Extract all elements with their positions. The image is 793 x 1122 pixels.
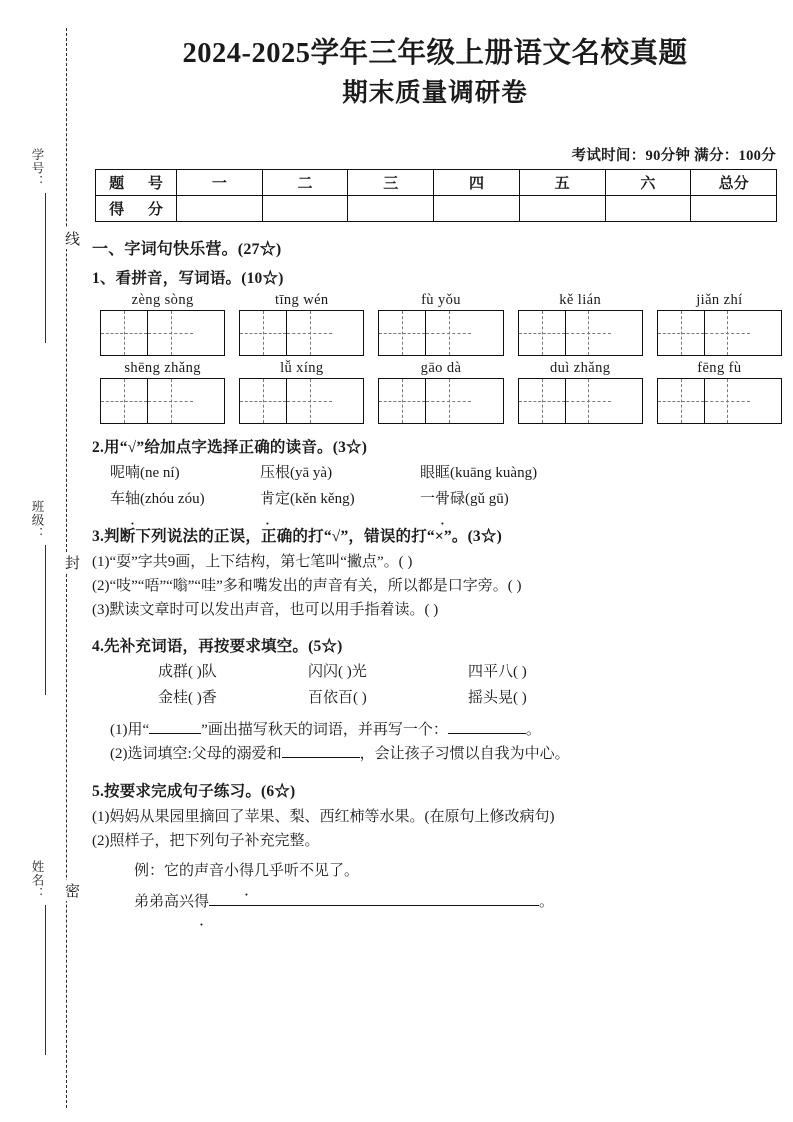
q4-idiom-4[interactable]: 金桂( )香	[158, 690, 217, 707]
dotted-char: 骨	[435, 490, 451, 507]
grid-cell[interactable]	[519, 311, 565, 355]
q2-options: (kěn kěng)	[290, 490, 355, 507]
table-row-question-numbers	[96, 170, 777, 196]
q3-statement-1[interactable]: (1)“耍”字共9画，上下结构，第七笔叫“撇点”。( )	[92, 553, 413, 570]
question-4-title: 4.先补充词语，再按要求填空。(5☆)	[92, 638, 343, 656]
score-cell-2[interactable]	[262, 196, 348, 222]
score-cell-3[interactable]	[348, 196, 434, 222]
q3-statement-3[interactable]: (3)默读文章时可以发出声音，也可以用手指着读。( )	[92, 602, 439, 619]
grid-cell[interactable]	[425, 311, 471, 355]
grid-cell[interactable]	[101, 379, 147, 423]
grid-cell[interactable]	[658, 379, 704, 423]
grid-group-1-5[interactable]	[657, 310, 782, 356]
grid-group-2-2[interactable]	[239, 378, 364, 424]
exam-content	[92, 236, 782, 914]
score-cell-4[interactable]	[434, 196, 520, 222]
student-id-label: 学号：	[30, 148, 44, 189]
grid-cell[interactable]	[704, 311, 750, 355]
q5-example	[92, 859, 782, 883]
pinyin-1-4: kě lián	[559, 292, 602, 308]
col-4: 四	[434, 170, 520, 196]
grid-group-2-5[interactable]	[657, 378, 782, 424]
question-5-title: 5.按要求完成句子练习。(6☆)	[92, 782, 296, 800]
student-id-rule	[45, 193, 46, 343]
writing-grid-row-1[interactable]	[92, 310, 782, 356]
score-cell-1[interactable]	[177, 196, 263, 222]
grid-group-1-3[interactable]	[378, 310, 503, 356]
dotted-char: 肯	[260, 490, 276, 507]
q2-rest: 定	[275, 490, 291, 507]
dotted-char: 呢	[110, 465, 126, 481]
col-total: 总分	[691, 170, 777, 196]
grid-group-1-4[interactable]	[518, 310, 643, 356]
q2-options: (yā yà)	[290, 465, 333, 481]
class-field[interactable]	[26, 500, 46, 695]
grid-cell[interactable]	[565, 311, 611, 355]
seal-char-feng: 封	[56, 552, 78, 573]
grid-cell[interactable]	[658, 311, 704, 355]
q2-item-2[interactable]	[260, 461, 420, 487]
title-line-2: 期末质量调研卷	[342, 77, 528, 107]
q2-item-5[interactable]	[260, 487, 420, 513]
seal-char-mi: 密	[56, 880, 78, 901]
q4-idiom-1[interactable]: 成群( )队	[158, 664, 217, 681]
question-3-title: 3.判断下列说法的正误，正确的打“√”，错误的打“×”。(3☆)	[92, 527, 502, 545]
pinyin-2-4: duì zhǎng	[550, 360, 611, 376]
grid-group-1-2[interactable]	[239, 310, 364, 356]
class-rule	[45, 545, 46, 695]
q2-item-6[interactable]	[420, 487, 509, 513]
col-5: 五	[519, 170, 605, 196]
grid-cell[interactable]	[379, 311, 425, 355]
grid-group-1-1[interactable]	[100, 310, 225, 356]
q2-options: (ne ní)	[140, 465, 180, 481]
dotted-char: 得	[194, 893, 210, 910]
grid-cell[interactable]	[240, 379, 286, 423]
q2-options: (kuāng kuàng)	[450, 465, 538, 481]
pinyin-2-2: lǚ xíng	[280, 360, 324, 376]
pinyin-row-2	[92, 360, 782, 377]
q5-answer-blank[interactable]	[209, 905, 539, 906]
grid-cell[interactable]	[101, 311, 147, 355]
q4-sub2-pre: (2)选词填空:父母的溺爱和	[110, 746, 282, 763]
score-cell-total[interactable]	[691, 196, 777, 222]
q5-sub-2[interactable]: (2)照样子，把下列句子补充完整。	[92, 832, 320, 849]
q4-idiom-3[interactable]: 四平八( )	[468, 664, 527, 681]
q2-pre: 车	[110, 490, 126, 507]
q4-sub2-end: ，会让孩子习惯以自我为中心。	[359, 746, 570, 763]
dotted-char: 眶	[435, 465, 451, 481]
class-label: 班级：	[30, 500, 44, 541]
student-id-field[interactable]	[26, 148, 46, 343]
row-label-question-no: 题 号	[96, 170, 177, 196]
q2-item-4[interactable]	[110, 487, 260, 513]
q4-idiom-6[interactable]: 摇头晃( )	[468, 690, 527, 707]
q5-answer[interactable]	[92, 890, 782, 914]
grid-cell[interactable]	[147, 379, 193, 423]
pinyin-2-5: fēng fù	[697, 360, 742, 376]
grid-group-2-1[interactable]	[100, 378, 225, 424]
grid-cell[interactable]	[286, 379, 332, 423]
q5-example-pre: 例：它的声音小	[134, 863, 240, 880]
q4-idiom-2[interactable]: 闪闪( )光	[308, 664, 367, 681]
pinyin-1-1: zèng sòng	[131, 292, 194, 308]
q2-row-2	[92, 487, 782, 513]
q5-example-post: 几乎听不见了。	[254, 863, 360, 880]
q2-item-1[interactable]	[110, 461, 260, 487]
page-title	[92, 36, 778, 109]
grid-cell[interactable]	[286, 311, 332, 355]
score-cell-5[interactable]	[519, 196, 605, 222]
q4-underline-marker[interactable]	[149, 733, 201, 734]
score-table	[95, 169, 777, 222]
q5-sub-1[interactable]: (1)妈妈从果园里摘回了苹果、梨、西红柿等水果。(在原句上修改病句)	[92, 808, 555, 825]
dotted-char: 得	[239, 863, 255, 880]
q4-idiom-row-1	[92, 660, 782, 686]
col-6: 六	[605, 170, 691, 196]
title-line-1: 2024-2025学年三年级上册语文名校真题	[182, 38, 688, 69]
question-1-title: 1、看拼音，写词语。(10☆)	[92, 270, 284, 287]
q2-pre: 眼	[420, 465, 436, 481]
col-2: 二	[262, 170, 348, 196]
q4-sub-1[interactable]	[92, 718, 782, 742]
q5-answer-post: 。	[539, 893, 555, 910]
grid-cell[interactable]	[425, 379, 471, 423]
table-row-scores	[96, 196, 777, 222]
q5-answer-pre: 弟弟高兴	[134, 893, 195, 910]
grid-cell[interactable]	[519, 379, 565, 423]
pinyin-2-3: gāo dà	[420, 360, 462, 376]
pinyin-1-2: tīng wén	[275, 292, 329, 308]
q2-row-1	[92, 461, 782, 487]
name-rule	[45, 905, 46, 1055]
name-field[interactable]	[26, 860, 46, 1055]
q2-options: (zhóu zóu)	[140, 490, 205, 507]
q4-sub1-end: 。	[525, 722, 541, 739]
q2-rest: 根	[275, 465, 291, 481]
pinyin-row-1	[92, 292, 782, 309]
section-1-title: 一、字词句快乐营。(27☆)	[92, 241, 282, 258]
grid-cell[interactable]	[147, 311, 193, 355]
grid-cell[interactable]	[704, 379, 750, 423]
q4-idiom-5[interactable]: 百依百( )	[308, 690, 367, 707]
q2-options: (gǔ gū)	[465, 490, 509, 507]
col-3: 三	[348, 170, 434, 196]
seal-char-xian: 线	[56, 228, 78, 249]
col-1: 一	[177, 170, 263, 196]
q2-item-3[interactable]	[420, 461, 537, 487]
question-2-title: 2.用“√”给加点字选择正确的读音。(3☆)	[92, 439, 368, 456]
dotted-char: 压	[260, 465, 276, 481]
exam-meta: 考试时间：90分钟 满分：100分	[571, 148, 776, 164]
grid-cell[interactable]	[379, 379, 425, 423]
q4-sub1-mid: ”画出描写秋天的词语，并再写一个：	[201, 722, 448, 739]
q4-answer-blank-2[interactable]	[282, 757, 360, 758]
q2-rest: 喃	[125, 465, 141, 481]
row-label-score: 得 分	[96, 196, 177, 222]
grid-cell[interactable]	[565, 379, 611, 423]
q4-answer-blank-1[interactable]	[448, 733, 526, 734]
grid-group-2-4[interactable]	[518, 378, 643, 424]
grid-group-2-3[interactable]	[378, 378, 503, 424]
score-cell-6[interactable]	[605, 196, 691, 222]
q4-sub1-pre: (1)用“	[110, 722, 150, 739]
dotted-char: 轴	[125, 490, 141, 507]
name-label: 姓名：	[30, 860, 44, 901]
pinyin-1-5: jiǎn zhí	[696, 292, 743, 308]
pinyin-1-3: fù yǒu	[421, 292, 461, 308]
grid-cell[interactable]	[240, 311, 286, 355]
q2-pre: 一	[420, 490, 436, 507]
q4-idiom-row-2	[92, 686, 782, 712]
q3-statement-2[interactable]: (2)“吱”“唔”“嗡”“哇”多和嘴发出的声音有关，所以都是口字旁。( )	[92, 577, 522, 594]
pinyin-2-1: shēng zhǎng	[124, 360, 201, 376]
writing-grid-row-2[interactable]	[92, 378, 782, 424]
q4-sub-2[interactable]	[92, 742, 782, 766]
q2-rest: 碌	[450, 490, 466, 507]
